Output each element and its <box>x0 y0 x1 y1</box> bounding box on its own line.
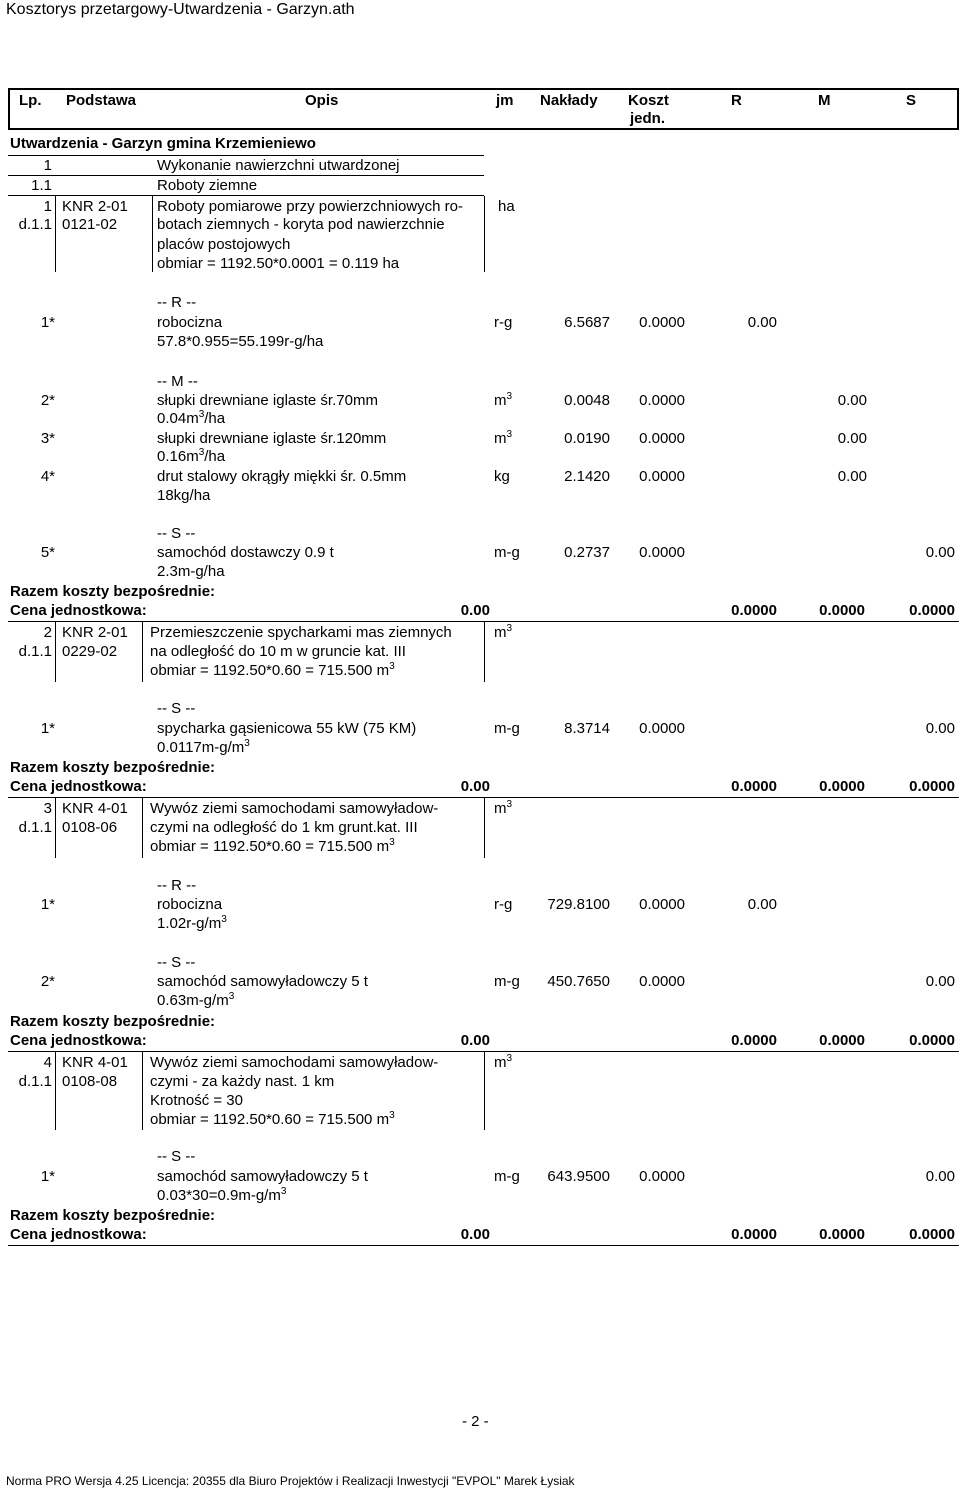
item2-desc-line: na odległość do 10 m w gruncie kat. III <box>150 643 406 660</box>
col-koszt-jedn: jedn. <box>630 110 666 127</box>
item4-divider-2 <box>142 1052 143 1130</box>
superscript: 3 <box>389 1110 395 1121</box>
subchapter-number: 1.1 <box>31 177 52 194</box>
resource-number: 1* <box>40 896 55 913</box>
resource-name: samochód samowyładowczy 5 t <box>157 1168 368 1185</box>
item1-unit: ha <box>498 198 515 215</box>
item3-obmiar: obmiar = 1192.50*0.60 = 715.500 m <box>150 838 390 855</box>
page-number: - 2 - <box>462 1413 489 1430</box>
unit-price-s: 0.0000 <box>909 1226 955 1243</box>
resource-naklad: 0.0048 <box>564 392 610 409</box>
row-separator <box>8 1245 959 1246</box>
col-jm: jm <box>496 92 514 109</box>
header-bottom-border <box>8 128 959 130</box>
resource-formula: 18kg/ha <box>157 487 211 504</box>
item4-number: 4 <box>43 1054 52 1071</box>
item1-basis-1: KNR 2-01 <box>62 198 128 215</box>
unit-price-value: 0.00 <box>460 778 490 795</box>
item1-basis-2: 0121-02 <box>62 216 118 233</box>
unit-price-s: 0.0000 <box>909 602 955 619</box>
unit-price-s: 0.0000 <box>909 778 955 795</box>
resource-koszt: 0.0000 <box>639 1168 685 1185</box>
resource-formula: 1.02r-g/m <box>157 915 222 932</box>
item4-unit: m <box>494 1054 507 1071</box>
resource-unit: r-g <box>494 314 513 331</box>
superscript: 3 <box>506 1053 513 1064</box>
item2-unit: m <box>494 624 507 641</box>
item4-divider-3 <box>484 1052 485 1130</box>
item3-number: 3 <box>43 800 52 817</box>
item2-desc-line: Przemieszczenie spycharkami mas ziemnych <box>150 624 452 641</box>
item1-desc-line: placów postojowych <box>157 236 291 253</box>
superscript: 3 <box>244 738 250 749</box>
item4-desc-line: czymi - za każdy nast. 1 km <box>150 1073 335 1090</box>
superscript: 3 <box>506 799 513 810</box>
resource-naklad: 729.8100 <box>547 896 610 913</box>
col-lp: Lp. <box>19 92 42 109</box>
resource-naklad: 6.5687 <box>564 314 610 331</box>
item3-basis-2: 0108-06 <box>62 819 118 836</box>
resource-formula: 0.0117m-g/m <box>157 739 245 756</box>
unit-price-value: 0.00 <box>460 602 490 619</box>
item4-divider-1 <box>55 1052 56 1130</box>
document-title: Kosztorys przetargowy-Utwardzenia - Garzyn.ath <box>6 1 355 18</box>
resource-name: słupki drewniane iglaste śr.70mm <box>157 392 378 409</box>
col-naklady: Nakłady <box>540 92 598 109</box>
resource-value-r: 0.00 <box>747 896 777 913</box>
unit-price-value: 0.00 <box>460 1032 490 1049</box>
resource-value-s: 0.00 <box>925 720 955 737</box>
resource-value-m: 0.00 <box>837 430 867 447</box>
resource-koszt: 0.0000 <box>639 544 685 561</box>
equipment-marker: -- S -- <box>157 525 196 542</box>
unit-price-m: 0.0000 <box>819 778 865 795</box>
resource-unit: m <box>494 392 507 409</box>
item4-desc-line: Wywóz ziemi samochodami samowyładow- <box>150 1054 439 1071</box>
unit-price-m: 0.0000 <box>819 1226 865 1243</box>
total-direct-label: Razem koszty bezpośrednie: <box>10 1207 216 1224</box>
superscript: 3 <box>389 661 395 672</box>
col-koszt: Koszt <box>628 92 669 109</box>
header-left-border <box>8 88 10 130</box>
resource-formula: 57.8*0.955=55.199r-g/ha <box>157 333 324 350</box>
resource-koszt: 0.0000 <box>639 392 685 409</box>
equipment-marker: -- S -- <box>157 1148 196 1165</box>
resource-unit: kg <box>494 468 510 485</box>
resource-formula: 0.16m <box>157 448 199 465</box>
resource-koszt: 0.0000 <box>639 468 685 485</box>
item4-basis-1: KNR 4-01 <box>62 1054 128 1071</box>
superscript: 3 <box>228 991 235 1002</box>
resource-value-m: 0.00 <box>837 468 867 485</box>
item3-divider-2 <box>142 798 143 858</box>
unit-price-m: 0.0000 <box>819 602 865 619</box>
total-direct-label: Razem koszty bezpośrednie: <box>10 583 216 600</box>
item4-basis-2: 0108-08 <box>62 1073 118 1090</box>
item2-number: 2 <box>43 624 52 641</box>
item2-divider-2 <box>142 622 143 682</box>
software-footer: Norma PRO Wersja 4.25 Licencja: 20355 dla Biuro Projektów i Realizacji Inwestycji "EVPOL" Marek Łysiak <box>6 1474 575 1488</box>
item2-obmiar: obmiar = 1192.50*0.60 = 715.500 m <box>150 662 390 679</box>
resource-naklad: 450.7650 <box>547 973 610 990</box>
resource-unit: m <box>494 430 507 447</box>
chapter-title: Wykonanie nawierzchni utwardzonej <box>157 157 400 174</box>
resource-number: 5* <box>40 544 55 561</box>
item1-desc-line: Roboty pomiarowe przy powierzchniowych ro- <box>157 198 463 215</box>
unit-price-label: Cena jednostkowa: <box>10 1226 147 1243</box>
chapter-number: 1 <box>43 157 52 174</box>
resource-number: 1* <box>40 720 55 737</box>
unit-price-value: 0.00 <box>460 1226 490 1243</box>
resource-formula: 0.63m-g/m <box>157 992 229 1009</box>
resource-name: drut stalowy okrągły miękki śr. 0.5mm <box>157 468 407 485</box>
resource-name: robocizna <box>157 314 223 331</box>
resource-value-r: 0.00 <box>747 314 777 331</box>
unit-price-r: 0.0000 <box>731 602 777 619</box>
resource-koszt: 0.0000 <box>639 720 685 737</box>
resource-value-m: 0.00 <box>837 392 867 409</box>
material-marker: -- M -- <box>157 373 198 390</box>
resource-naklad: 0.2737 <box>564 544 610 561</box>
equipment-marker: -- S -- <box>157 700 196 717</box>
resource-number: 2* <box>40 392 55 409</box>
item3-desc-line: Wywóz ziemi samochodami samowyładow- <box>150 800 439 817</box>
resource-koszt: 0.0000 <box>639 973 685 990</box>
total-direct-label: Razem koszty bezpośrednie: <box>10 1013 216 1030</box>
item2-divider-1 <box>55 622 56 682</box>
superscript: 3 <box>506 429 513 440</box>
resource-number: 3* <box>40 430 55 447</box>
resource-unit: r-g <box>494 896 513 913</box>
item1-obmiar: obmiar = 1192.50*0.0001 = 0.119 ha <box>157 255 400 272</box>
subchapter-title: Roboty ziemne <box>157 177 258 194</box>
header-right-border <box>957 88 959 130</box>
col-r: R <box>731 92 742 109</box>
item3-basis-1: KNR 4-01 <box>62 800 128 817</box>
equipment-marker: -- S -- <box>157 954 196 971</box>
chapter-underline <box>8 175 484 176</box>
item1-sub: d.1.1 <box>18 216 52 233</box>
col-podstawa: Podstawa <box>66 92 137 109</box>
labor-marker: -- R -- <box>157 877 197 894</box>
item2-sub: d.1.1 <box>18 643 52 660</box>
resource-name: słupki drewniane iglaste śr.120mm <box>157 430 387 447</box>
unit-price-r: 0.0000 <box>731 1226 777 1243</box>
section-underline <box>8 155 484 156</box>
superscript: 3 <box>221 914 227 925</box>
resource-naklad: 2.1420 <box>564 468 610 485</box>
resource-unit: m-g <box>494 720 520 737</box>
item4-multiplicity: Krotność = 30 <box>150 1092 243 1109</box>
resource-koszt: 0.0000 <box>639 430 685 447</box>
item3-sub: d.1.1 <box>18 819 52 836</box>
resource-formula-unit: /ha <box>204 410 226 427</box>
resource-formula: 0.03*30=0.9m-g/m <box>157 1187 281 1204</box>
item3-divider-1 <box>55 798 56 858</box>
item1-number: 1 <box>43 198 52 215</box>
item4-sub: d.1.1 <box>18 1073 52 1090</box>
unit-price-r: 0.0000 <box>731 778 777 795</box>
resource-naklad: 643.9500 <box>547 1168 610 1185</box>
item2-basis-1: KNR 2-01 <box>62 624 128 641</box>
labor-marker: -- R -- <box>157 294 197 311</box>
resource-number: 1* <box>40 1168 55 1185</box>
resource-unit: m-g <box>494 544 520 561</box>
unit-price-r: 0.0000 <box>731 1032 777 1049</box>
resource-number: 4* <box>40 468 55 485</box>
col-s: S <box>906 92 917 109</box>
col-m: M <box>818 92 831 109</box>
total-direct-label: Razem koszty bezpośrednie: <box>10 759 216 776</box>
unit-price-label: Cena jednostkowa: <box>10 602 147 619</box>
col-opis: Opis <box>305 92 339 109</box>
superscript: 3 <box>506 623 513 634</box>
superscript: 3 <box>198 409 205 420</box>
resource-naklad: 0.0190 <box>564 430 610 447</box>
resource-number: 2* <box>40 973 55 990</box>
unit-price-label: Cena jednostkowa: <box>10 778 147 795</box>
item1-divider-2 <box>152 196 153 272</box>
unit-price-label: Cena jednostkowa: <box>10 1032 147 1049</box>
item3-divider-3 <box>484 798 485 858</box>
resource-name: samochód dostawczy 0.9 t <box>157 544 334 561</box>
superscript: 3 <box>198 447 205 458</box>
item1-divider-1 <box>55 196 56 272</box>
superscript: 3 <box>506 391 513 402</box>
unit-price-m: 0.0000 <box>819 1032 865 1049</box>
section-title: Utwardzenia - Garzyn gmina Krzemieniewo <box>10 135 316 152</box>
resource-value-s: 0.00 <box>925 973 955 990</box>
header-top-border <box>8 88 959 90</box>
item4-obmiar: obmiar = 1192.50*0.60 = 715.500 m <box>150 1111 390 1128</box>
resource-koszt: 0.0000 <box>639 896 685 913</box>
superscript: 3 <box>280 1186 287 1197</box>
resource-name: robocizna <box>157 896 223 913</box>
unit-price-s: 0.0000 <box>909 1032 955 1049</box>
resource-formula: 2.3m-g/ha <box>157 563 225 580</box>
item3-desc-line: czymi na odległość do 1 km grunt.kat. III <box>150 819 418 836</box>
resource-unit: m-g <box>494 973 520 990</box>
item2-divider-3 <box>484 622 485 682</box>
resource-value-s: 0.00 <box>925 1168 955 1185</box>
resource-naklad: 8.3714 <box>564 720 610 737</box>
item2-basis-2: 0229-02 <box>62 643 118 660</box>
resource-unit: m-g <box>494 1168 520 1185</box>
resource-number: 1* <box>40 314 55 331</box>
resource-name: samochód samowyładowczy 5 t <box>157 973 368 990</box>
resource-value-s: 0.00 <box>925 544 955 561</box>
resource-formula: 0.04m <box>157 410 199 427</box>
resource-name: spycharka gąsienicowa 55 kW (75 KM) <box>157 720 417 737</box>
item1-divider-3 <box>484 196 485 272</box>
item1-desc-line: botach ziemnych - koryta pod nawierzchnie <box>157 216 445 233</box>
resource-koszt: 0.0000 <box>639 314 685 331</box>
item3-unit: m <box>494 800 507 817</box>
resource-formula-unit: /ha <box>204 448 226 465</box>
subchapter-underline <box>8 195 484 196</box>
superscript: 3 <box>389 837 395 848</box>
